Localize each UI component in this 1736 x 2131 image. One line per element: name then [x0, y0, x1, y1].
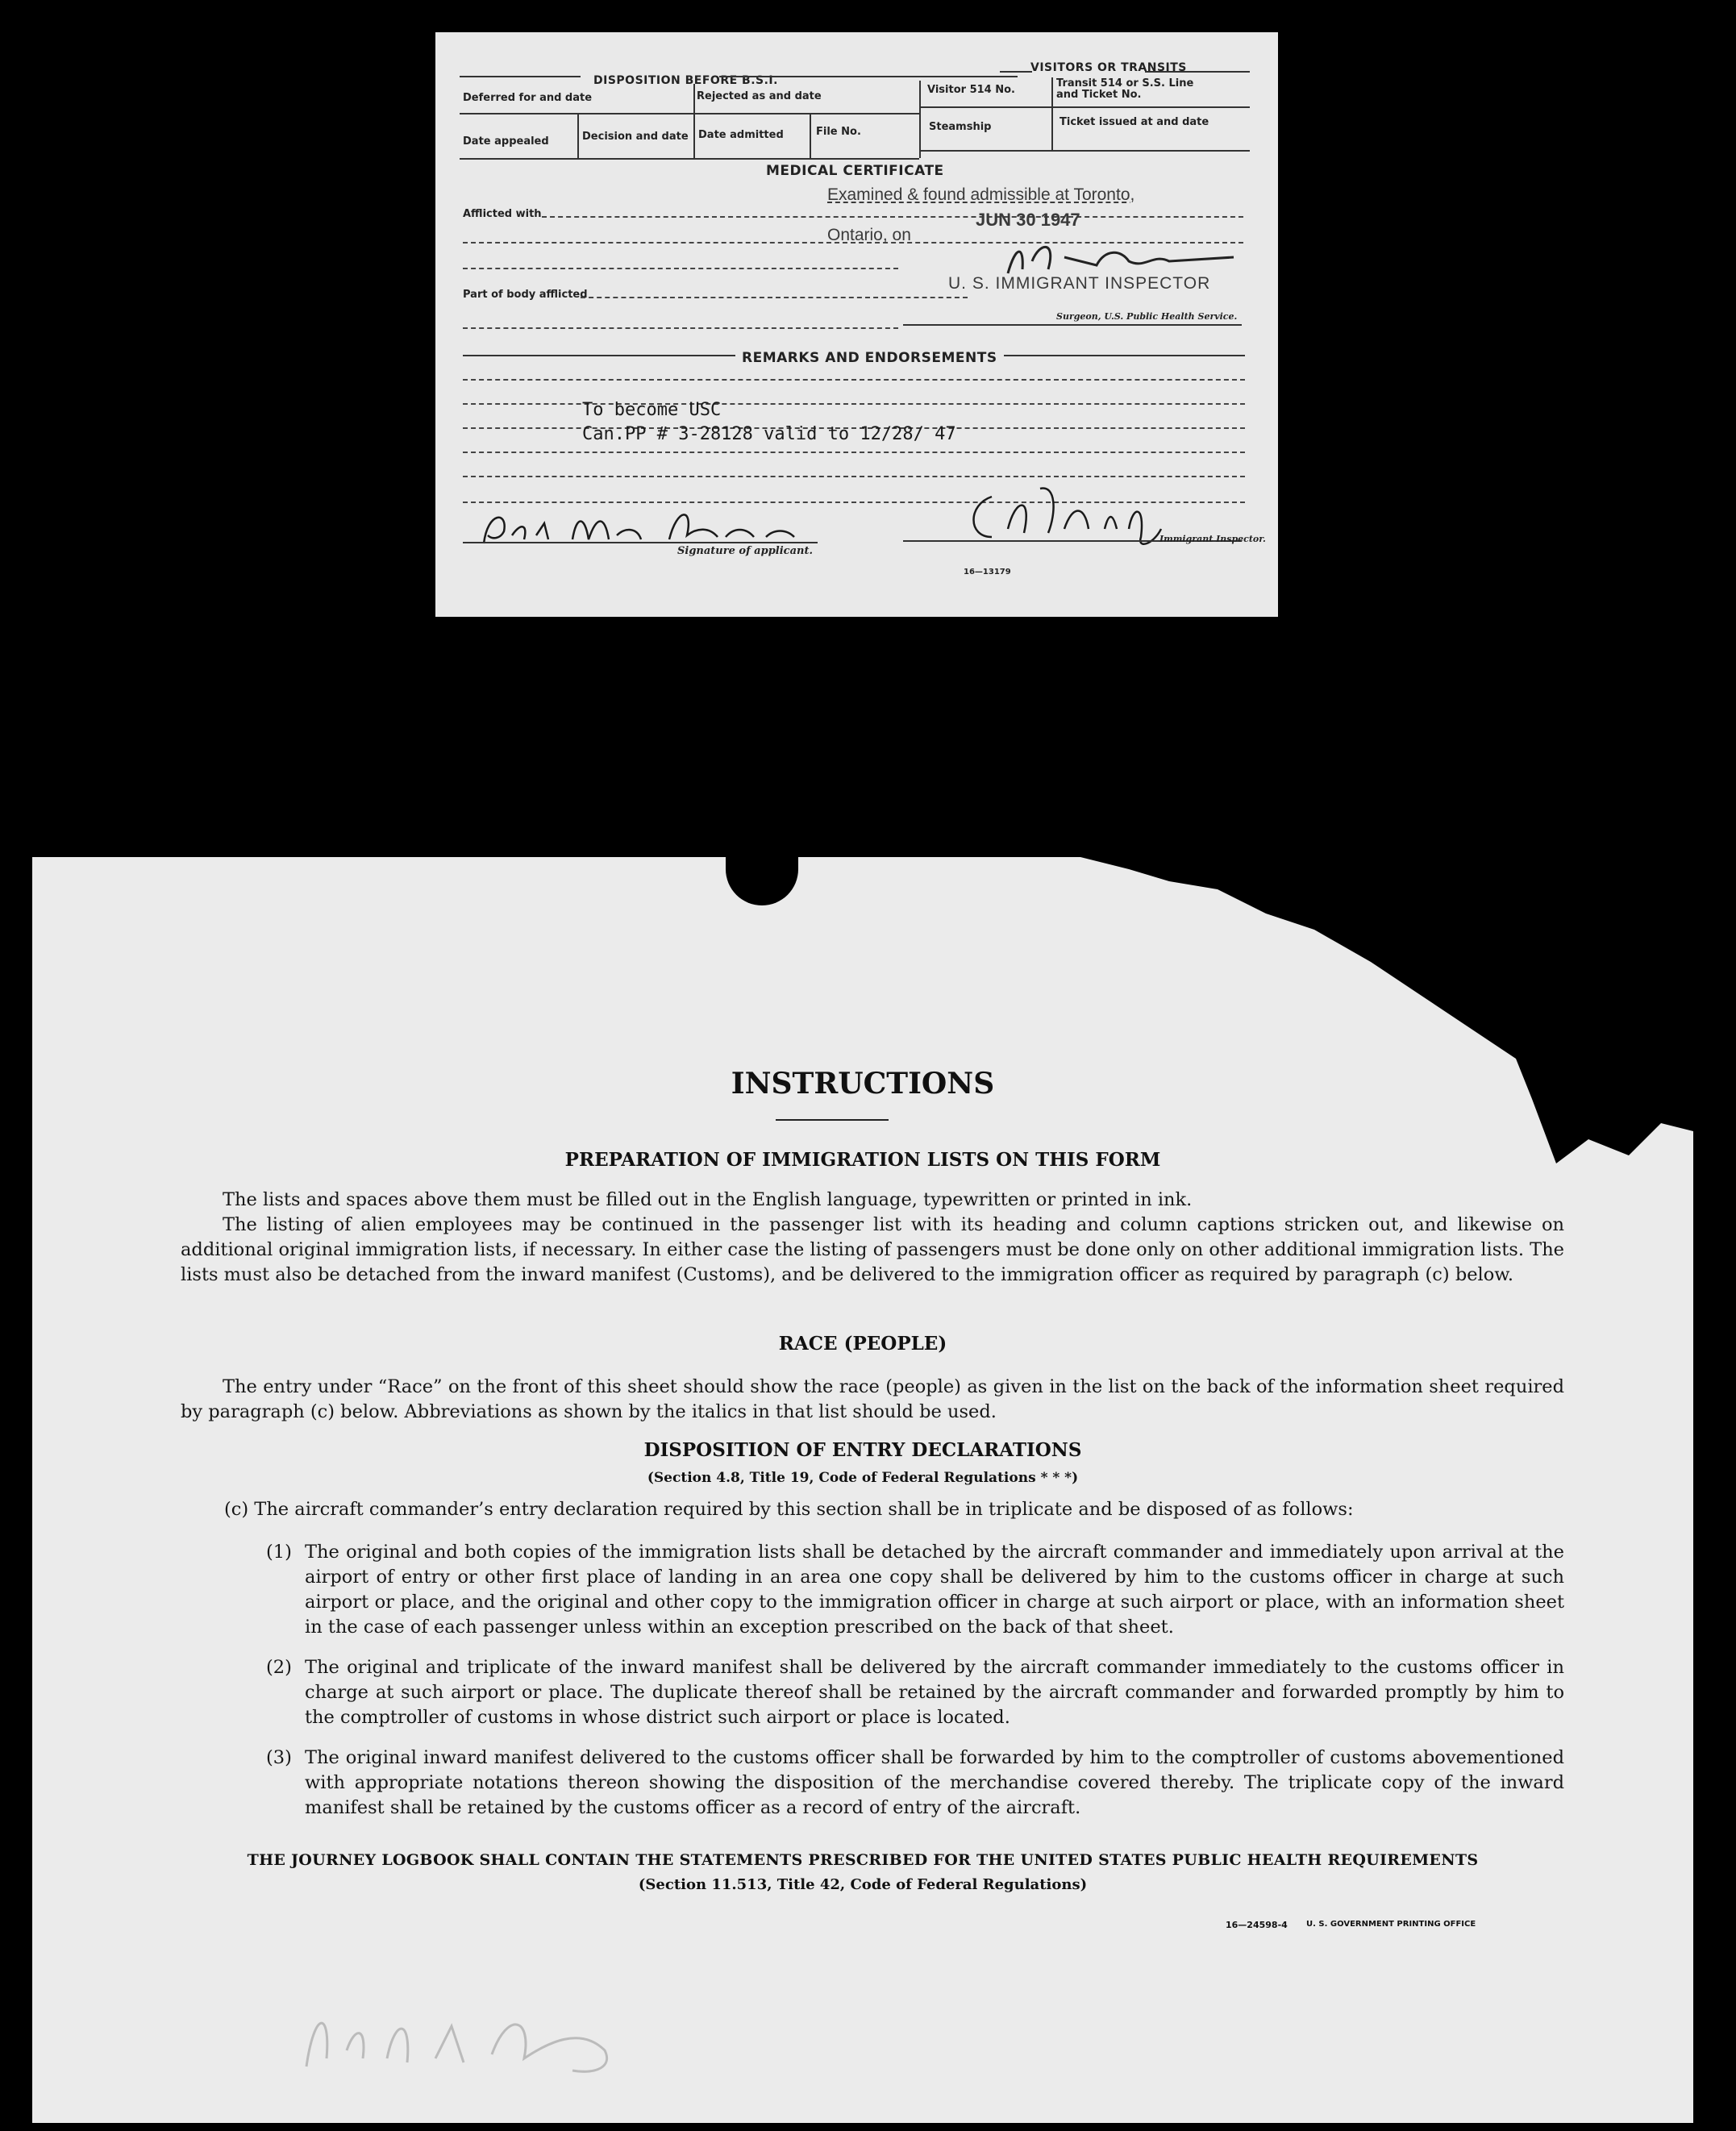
section-preparation-heading: PREPARATION OF IMMIGRATION LISTS ON THIS FORM	[564, 1149, 1161, 1171]
immigrant-inspector-signature	[960, 481, 1169, 553]
inspector-stamp: U. S. IMMIGRANT INSPECTOR	[948, 274, 1211, 293]
visitors-header: VISITORS OR TRANSITS	[1030, 61, 1187, 74]
surgeon-label: Surgeon, U.S. Public Health Service.	[1056, 311, 1238, 322]
item-3	[266, 1746, 1564, 1821]
decision-label: Decision and date	[582, 131, 689, 143]
section-race-heading: RACE (PEOPLE)	[778, 1333, 947, 1355]
item-1-text: The original and both copies of the immigration lists shall be detached by the aircraft commander and immediately upon arrival at the airport of entry or other first place of landing in an area one copy shall be delivered by him to the customs officer in charge at such airport or place, and the original and other copy to the immigration officer in charge at such airport or place, with an information sheet in the case of each passenger unless within an exception prescribed on the back of that sheet.	[305, 1542, 1564, 1638]
faint-handwriting-mark	[290, 1994, 629, 2083]
date-appealed-label: Date appealed	[463, 135, 549, 148]
transit-514-label: Transit 514 or S.S. Line	[1056, 77, 1194, 89]
remark-become-usc: To become USC	[582, 400, 722, 420]
section-disposition-subheading: (Section 4.8, Title 19, Code of Federal Regulations * * *)	[647, 1470, 1079, 1486]
afflicted-with-label: Afflicted with	[463, 208, 542, 220]
file-no-label: File No.	[816, 126, 861, 138]
para-c-commander: (c) The aircraft commander’s entry declaration required by this section shall be in triplicate and be disposed of as follows:	[224, 1499, 1354, 1520]
para-alien-employees: The listing of alien employees may be continued in the passenger list with its heading and column captions stricken out, and likewise on additional original immigration lists, if necessary. In either case the listing of passengers must be done only on other additional immigration lists. The lists must also be detached from the inward manifest (Customs), and be delivered to the immigration officer as required by paragraph (c) below.	[181, 1214, 1564, 1285]
steamship-label: Steamship	[929, 121, 992, 133]
part-of-body-label: Part of body afflicted	[463, 289, 588, 301]
admission-stamp-date: JUN 30 1947	[976, 210, 1080, 230]
printer-name: U. S. GOVERNMENT PRINTING OFFICE	[1306, 1920, 1476, 1929]
admission-stamp-line2: Ontario, on	[827, 226, 911, 244]
remark-passport: Can.PP # 3-28128 valid to 12/28/ 47	[582, 424, 956, 444]
medical-certificate-heading: MEDICAL CERTIFICATE	[766, 163, 944, 179]
item-3-text: The original inward manifest delivered to the customs officer shall be forwarded by him to the comptroller of customs abovementioned with appropriate notations thereon showing the disposition of the merchandise covered thereby. The triplicate copy of the inward manifest shall be retained by the customs officer as a record of entry of the aircraft.	[305, 1747, 1564, 1818]
item-2-text: The original and triplicate of the inward manifest shall be delivered by the aircraft commander immediately to the customs officer in charge at such airport or place. The duplicate thereof shall be retained by the aircraft commander and forwarded promptly by him to the comptroller of customs in whose district such airport or place is located.	[305, 1657, 1564, 1728]
ticket-issued-label: Ticket issued at and date	[1060, 116, 1209, 128]
section-disposition-heading: DISPOSITION OF ENTRY DECLARATIONS	[643, 1439, 1082, 1461]
footer-section-reference: (Section 11.513, Title 42, Code of Federal Regulations)	[638, 1876, 1088, 1893]
admission-stamp-line1: Examined & found admissible at Toronto,	[827, 185, 1135, 204]
immigrant-inspector-label: Immigrant Inspector.	[1159, 534, 1266, 544]
item-3-number: (3)	[266, 1747, 292, 1768]
visitor-514-label: Visitor 514 No.	[927, 84, 1015, 96]
item-2-number: (2)	[266, 1657, 292, 1678]
title-rule	[776, 1119, 889, 1121]
item-2	[266, 1655, 1564, 1730]
instructions-title: INSTRUCTIONS	[731, 1067, 995, 1101]
disposition-header: DISPOSITION BEFORE B.S.I.	[593, 74, 778, 87]
medical-certificate-card	[435, 32, 1278, 617]
footer-logbook-statement: THE JOURNEY LOGBOOK SHALL CONTAIN THE STATEMENTS PRESCRIBED FOR THE UNITED STATES PUBLIC HEALTH REQUIREMENTS	[247, 1851, 1479, 1869]
item-1-number: (1)	[266, 1542, 292, 1563]
instructions-page	[32, 857, 1693, 2123]
torn-corner	[1080, 857, 1693, 1309]
item-1	[266, 1540, 1564, 1640]
deferred-label: Deferred for and date	[463, 92, 593, 104]
rejected-label: Rejected as and date	[697, 90, 822, 102]
remarks-heading: REMARKS AND ENDORSEMENTS	[735, 350, 1004, 366]
signature-of-applicant-label: Signature of applicant.	[677, 545, 813, 557]
print-code: 16—24598-4	[1226, 1920, 1288, 1930]
card-form-number: 16—13179	[964, 568, 1011, 576]
torn-notch	[726, 849, 798, 905]
para-race: The entry under “Race” on the front of this sheet should show the race (people) as given in the list on the back of the information sheet required by paragraph (c) below. Abbreviations as shown by the italics in that list should be used.	[181, 1376, 1564, 1422]
para-lists-english: The lists and spaces above them must be filled out in the English language, typewritten or printed in ink.	[223, 1189, 1193, 1210]
transit-ticket-label: and Ticket No.	[1056, 89, 1142, 101]
date-admitted-label: Date admitted	[698, 129, 784, 141]
